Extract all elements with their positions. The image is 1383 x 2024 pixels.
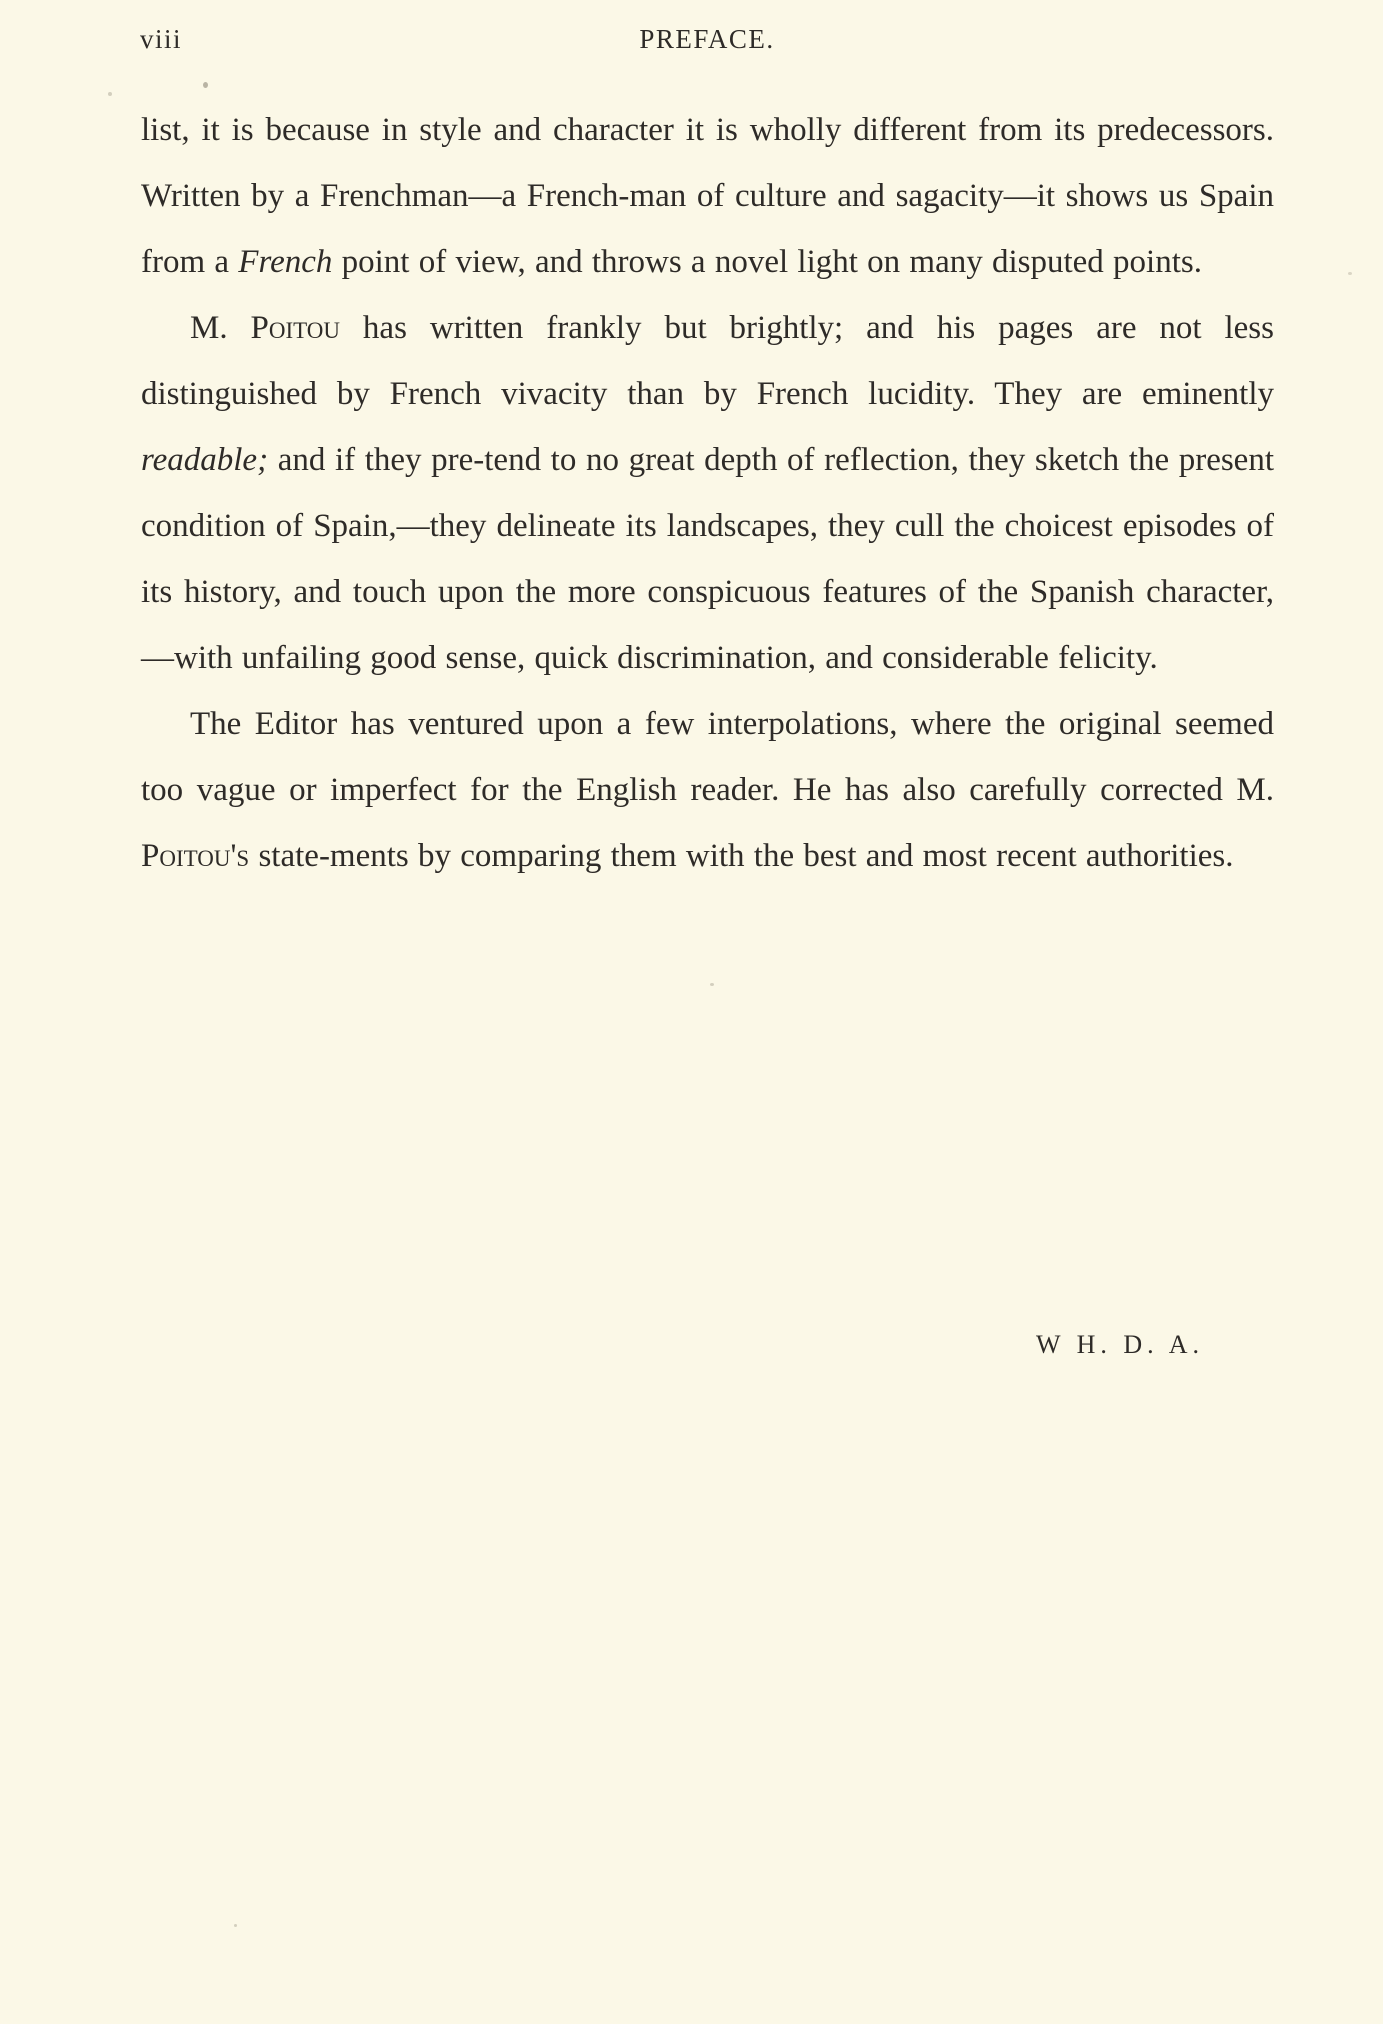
paragraph-2-text-b: and if they pre-tend to no great depth of reflection, they sketch the present condition of Spain,—they delineate its landscapes, they cull the choicest episodes of its history, and touch upon the more conspicuous features of the Spanish character,—with unfailing good sense, quick discrimination, and considerable felicity. <box>141 442 1274 676</box>
paragraph-2-author-name: Poitou <box>250 310 340 346</box>
paragraph-1-text-a: list, it is because in style and character it is wholly different from its predecessors. Written by a Frenchman—a French-man of culture and sagacity—it shows us Spain from a <box>141 112 1274 280</box>
preface-body <box>141 97 1274 889</box>
paragraph-3-author-name: Poitou's <box>141 838 250 874</box>
page-number: viii <box>140 24 183 54</box>
paragraph-2 <box>141 295 1274 691</box>
page-header <box>140 24 1274 64</box>
editor-signature: W H. D. A. <box>1036 1330 1204 1359</box>
paragraph-1 <box>141 97 1274 295</box>
paragraph-3 <box>141 691 1274 889</box>
paragraph-3-text-b: state-ments by comparing them with the best and most recent authorities. <box>249 838 1234 874</box>
paragraph-3-text-a: The Editor has ventured upon a few interpolations, where the original seemed too vague or imperfect for the English reader. He has also carefully corrected M. <box>141 706 1274 808</box>
paragraph-1-italic-french: French <box>238 244 333 280</box>
paragraph-2-italic-readable: readable; <box>141 442 269 478</box>
paragraph-2-prefix: M. <box>190 310 251 346</box>
paragraph-2-text-a: has written frankly but brightly; and his pages are not less distinguished by French vivacity than by French lucidity. They are eminently <box>141 310 1274 412</box>
paper-speck <box>203 82 208 88</box>
paper-speck <box>108 92 112 96</box>
paragraph-1-text-b: point of view, and throws a novel light on many disputed points. <box>332 244 1202 280</box>
running-title: PREFACE. <box>639 24 775 54</box>
paper-speck <box>1348 272 1352 275</box>
paper-speck <box>234 1924 237 1927</box>
paper-speck <box>710 983 714 986</box>
